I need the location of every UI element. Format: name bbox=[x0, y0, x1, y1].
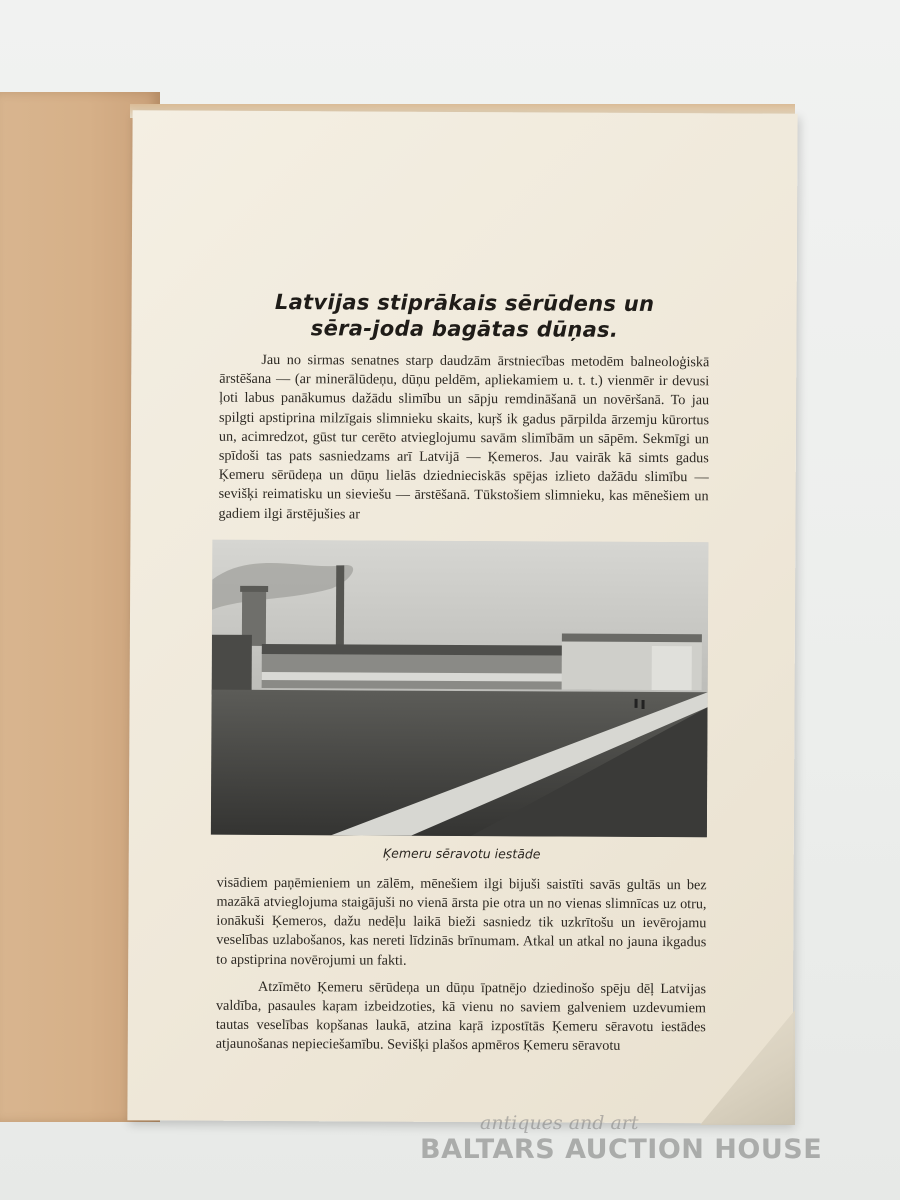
auction-house-watermark bbox=[420, 1112, 823, 1172]
photo-caption: Ķemeru sēravotu iestāde bbox=[382, 845, 541, 862]
paragraph-2: visādiem paņēmieniem un zālēm, mēnešiem ilgi bijuši saistīti savās gultās un bez mazākā atvieglojuma staigājuši no vienā ārsta pie otra un no vienas slimnīcas uz otru, ionākuši Ķemeros, dažu nedēļu laikā bieži sasniedz tik uzkrītošu un ievērojamu veselības uzlabošanos, kas nereti līdzinās brīnumam. Atkal un atkal no jauna ikgadus to apstiprina novērojumi un fakti. bbox=[216, 874, 707, 969]
booklet-page bbox=[127, 110, 797, 1123]
article bbox=[216, 289, 710, 1057]
paragraph-3: Atzīmēto Ķemeru sērūdeņa un dūņu īpatnējo dziedinošo spēju dēļ Latvijas valdība, pasaules kaŗam izbeidzoties, kā vienu no saviem galveniem uzdevumiem tautas veselības kopšanas laukā, atzina kaŗā izpostītās Ķemeru sēravotu iestādes atjaunošanas nepieciešamību. Sevišķi plašos apmēros Ķemeru sēravotu bbox=[215, 978, 707, 1055]
sanatorium-photo bbox=[211, 540, 709, 838]
article-title bbox=[219, 289, 709, 344]
title-line-2: sēra-joda bagātas dūņas. bbox=[310, 316, 619, 342]
title-line-1: Latvijas stiprākais sērūdens un bbox=[274, 290, 655, 316]
paragraph-1: Jau no sirmas senatnes starp daudzām ārstniecības metodēm balneoloģiskā ārstēšana — (ar minerālūdeņu, dūņu peldēm, apliekamiem u. t. t.) vienmēr ir devusi ļoti labus panākumus dažādu slimību un sāpju remdināšanā un novēršanā. To jau spilgti apstiprina milzīgais slimnieku skaits, kuŗš ik gadus pārpilda ārzemju kūrortus un, acimredzot, gūst tur cerēto atvieglojumu savām slimībām un sāpēm. Sekmīgi un spīdoši tas pats sasniedzams arī Latvijā — Ķemeros. Jau vairāk kā simts gadus Ķemeru sērūdeņa un dūņu lielās dziednieciskās spējas izlieto dažādu slimību — sevišķi reimatisku un sieviešu — ārstēšanā. Tūkstošiem slimnieku, kas mēnešiem un gadiem ilgi ārstējušies ar bbox=[218, 351, 710, 523]
watermark-tagline: antiques and art bbox=[480, 1112, 639, 1134]
watermark-brand: BALTARS AUCTION HOUSE bbox=[420, 1134, 823, 1165]
